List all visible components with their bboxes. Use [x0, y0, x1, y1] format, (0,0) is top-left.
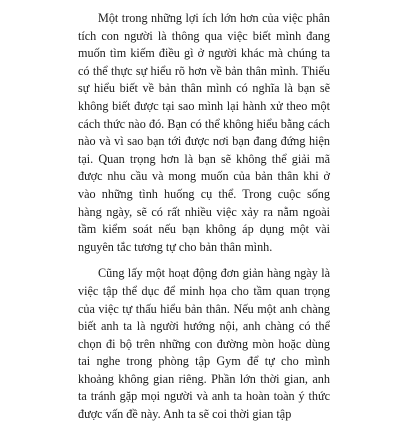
paragraph-2: Cũng lấy một hoạt động đơn giản hàng ngày là việc tập thể dục để minh họa cho tầm quan trọng của việc tự thấu hiểu bản thân. Nếu một anh chàng biết anh ta là người hướng nội, anh chàng có thể chọn đi bộ trên những con đường mòn hoặc dùng tai nghe trong phòng tập Gym để tự cho mình khoảng không gian riêng. Phần lớn thời gian, anh ta tránh gặp mọi người và anh ta hoàn toàn ý thức được vấn đề này. Anh ta sẽ coi thời gian tập: [78, 266, 330, 422]
body-text: [78, 10, 330, 424]
paragraph-1: Một trong những lợi ích lớn hơn của việc phân tích con người là thông qua việc biết mình đang muốn tìm kiếm điều gì ở người khác mà chúng ta có thể thực sự hiểu rõ hơn về bản thân mình. Thiếu sự hiểu biết về bản thân mình có nghĩa là bạn sẽ không biết được tại sao mình lại hành xử theo một cách thức nào đó. Bạn có thể không hiểu bằng cách nào và vì sao bạn tới được nơi bạn đang đứng hiện tại. Quan trọng hơn là bạn sẽ không thể giải mã được nhu cầu và mong muốn của bản thân khi ở vào những tình huống cụ thể. Trong cuộc sống hàng ngày, sẽ có rất nhiều việc xảy ra nằm ngoài tầm kiểm soát nếu bạn không áp dụng một vài nguyên tắc tương tự cho bản thân mình.: [78, 11, 330, 254]
